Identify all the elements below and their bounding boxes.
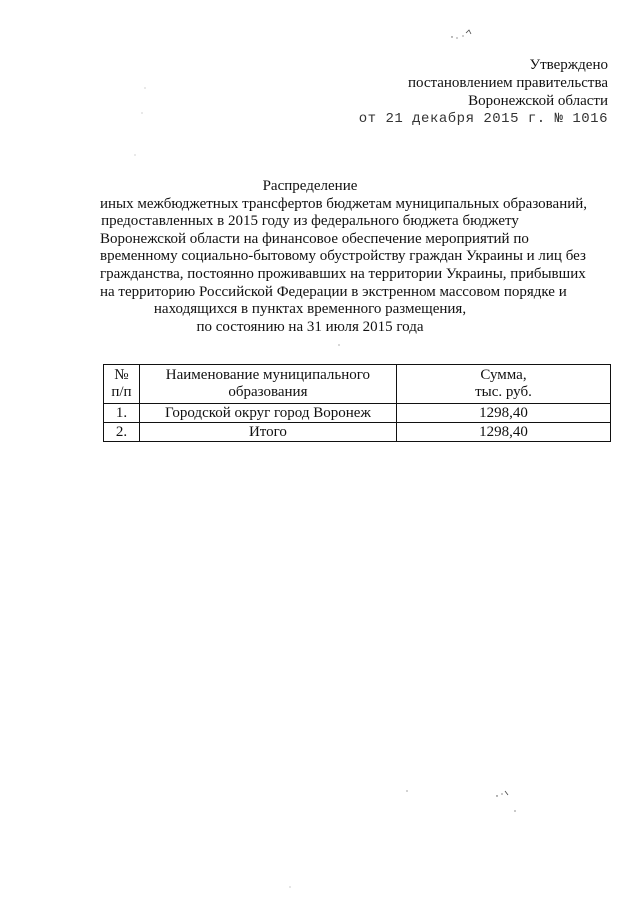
title-line: на территорию Российской Федерации в экстренном массовом порядке и <box>100 283 567 300</box>
header-name-line-2: образования <box>228 384 308 400</box>
header-sum-line-1: Сумма, <box>480 367 527 383</box>
header-name-line-1: Наименование муниципального <box>165 367 371 383</box>
table-row <box>104 404 611 423</box>
approval-stamp <box>359 56 608 128</box>
approval-date-number: от 21 декабря 2015 г. № 1016 <box>358 111 608 127</box>
document-title <box>100 178 588 336</box>
row-number: 1. <box>104 404 140 423</box>
table-header-row <box>104 365 611 404</box>
title-line: временному социально-бытовому обустройству граждан Украины и лиц без <box>100 248 586 265</box>
title-line: иных межбюджетных трансфертов бюджетам муниципальных образований, <box>100 195 588 212</box>
row-sum: 1298,40 <box>396 423 610 442</box>
row-name: Итого <box>139 423 396 442</box>
row-sum: 1298,40 <box>396 404 610 423</box>
title-line: гражданства, постоянно проживавших на территории Украины, прибывших <box>100 265 586 282</box>
title-line: предоставленных в 2015 году из федерального бюджета бюджету <box>101 213 519 230</box>
title-line: по состоянию на 31 июля 2015 года <box>196 318 424 335</box>
header-sum-line-2: тыс. руб. <box>475 384 532 400</box>
header-name <box>139 365 396 404</box>
header-number <box>104 365 140 404</box>
title-line: находящихся в пунктах временного размещения, <box>153 301 467 318</box>
title-line: Воронежской области на финансовое обеспечение мероприятий по <box>100 230 529 247</box>
row-number: 2. <box>104 423 140 442</box>
header-number-line-1: № <box>114 367 129 383</box>
header-sum <box>396 365 610 404</box>
header-number-line-2: п/п <box>111 384 132 400</box>
approval-line-1: Утверждено <box>529 57 608 73</box>
title-line: Распределение <box>262 178 358 194</box>
table-row <box>104 423 611 442</box>
distribution-table <box>103 364 611 442</box>
row-name: Городской округ город Воронеж <box>139 404 396 423</box>
approval-line-3: Воронежской области <box>468 93 608 109</box>
approval-line-2: постановлением правительства <box>407 75 608 91</box>
